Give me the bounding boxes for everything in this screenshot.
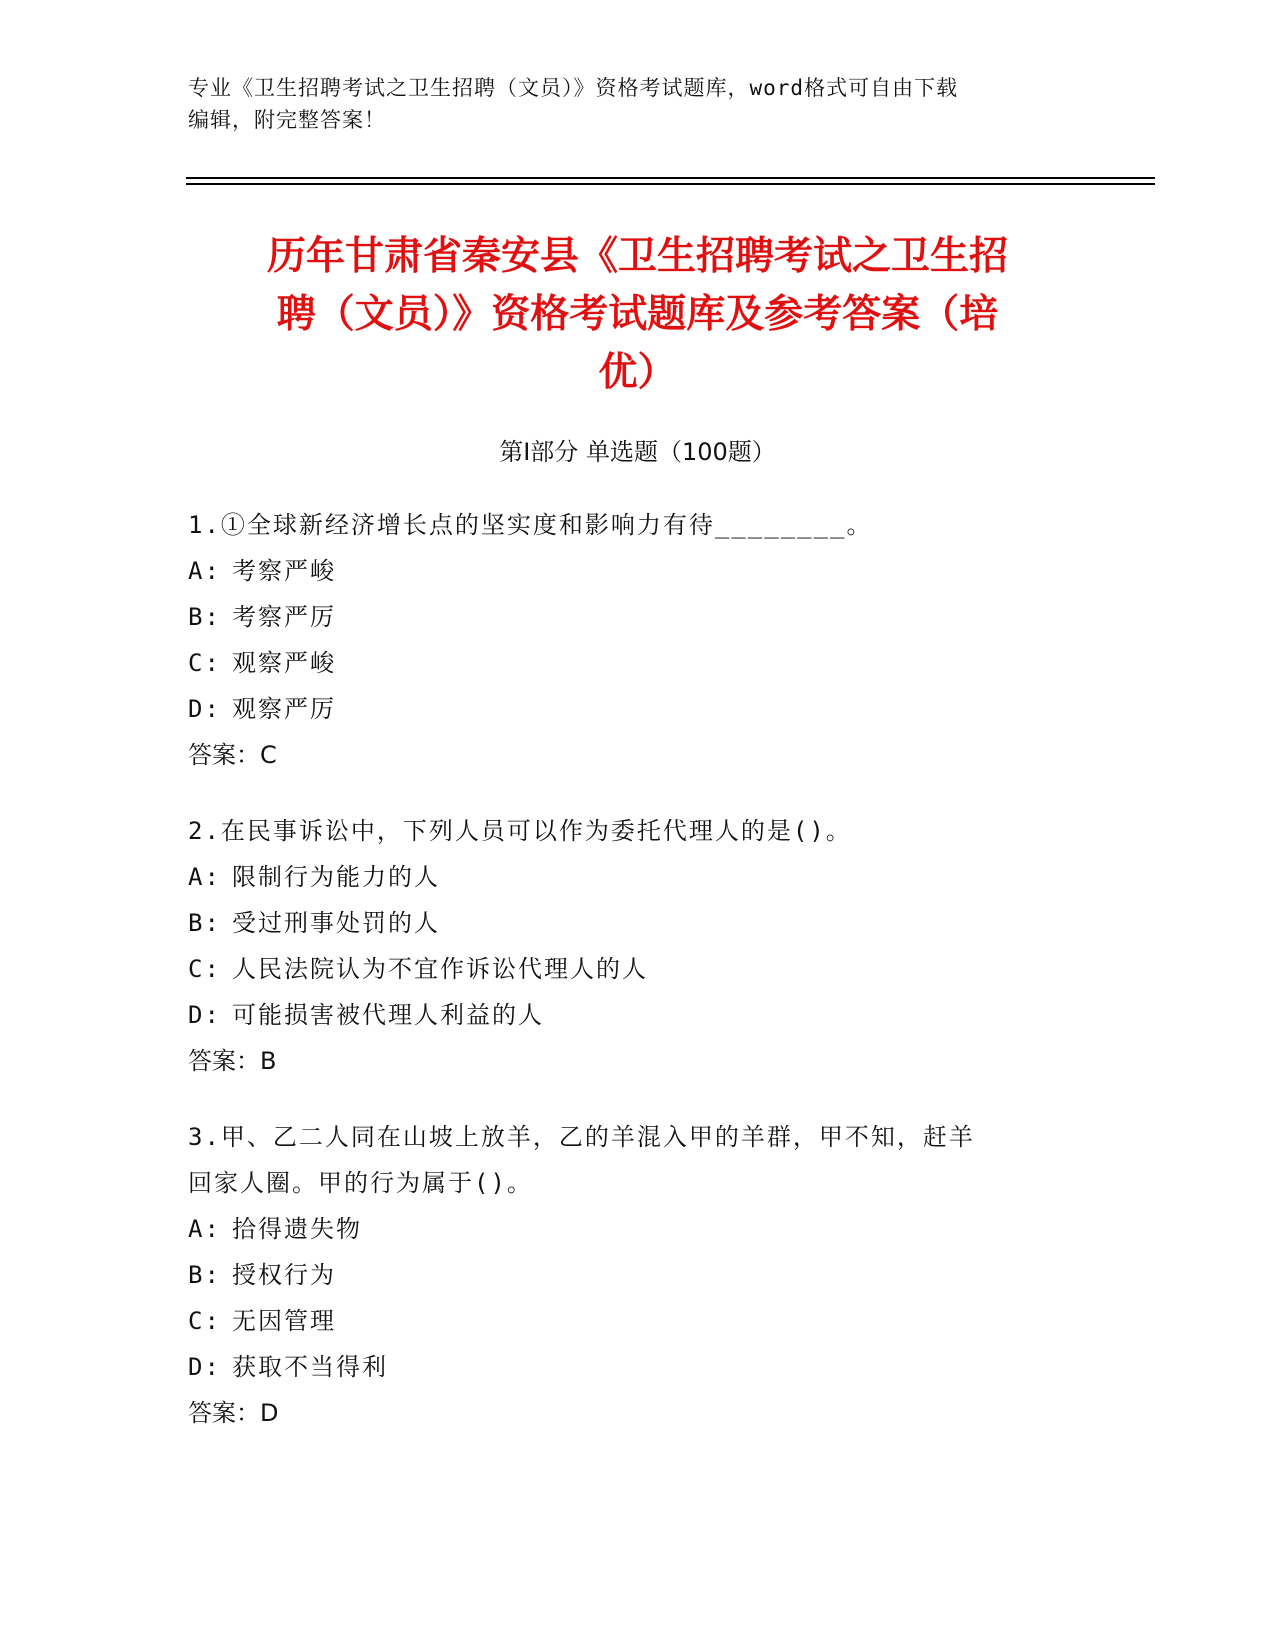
option-label: C: (188, 955, 221, 983)
option-c (188, 1298, 1088, 1344)
option-text: 无因管理 (232, 1307, 336, 1335)
option-text: 授权行为 (232, 1261, 336, 1289)
answer: 答案：D (188, 1399, 279, 1427)
header-divider-bottom (186, 183, 1155, 185)
option-text: 限制行为能力的人 (232, 863, 440, 891)
question-1 (188, 502, 1088, 778)
option-text: 获取不当得利 (232, 1353, 388, 1381)
option-label: D: (188, 1353, 221, 1381)
option-d (188, 1344, 1088, 1390)
option-label: A: (188, 557, 221, 585)
option-c (188, 946, 1088, 992)
header-note-line-1: 专业《卫生招聘考试之卫生招聘（文员）》资格考试题库，word格式可自由下载 (188, 76, 959, 100)
option-label: A: (188, 1215, 221, 1243)
answer: 答案：B (188, 1047, 277, 1075)
option-b (188, 1252, 1088, 1298)
option-text: 拾得遗失物 (232, 1215, 362, 1243)
option-text: 观察严峻 (232, 649, 336, 677)
question-stem-line-2: 回家人圈。甲的行为属于()。 (188, 1169, 533, 1197)
option-d (188, 992, 1088, 1038)
option-label: D: (188, 1001, 221, 1029)
option-text: 考察严峻 (232, 557, 336, 585)
option-b (188, 900, 1088, 946)
question-stem: 2.在民事诉讼中，下列人员可以作为委托代理人的是()。 (188, 817, 852, 845)
option-text: 考察严厉 (232, 603, 336, 631)
title-line-2: 聘（文员）》资格考试题库及参考答案（培 (276, 292, 999, 337)
header-note-line-2: 编辑，附完整答案！ (188, 108, 386, 132)
option-label: A: (188, 863, 221, 891)
option-label: B: (188, 603, 221, 631)
option-b (188, 594, 1088, 640)
header-note (188, 72, 1068, 136)
option-label: B: (188, 909, 221, 937)
header-divider-top (186, 177, 1155, 179)
question-3 (188, 1114, 1088, 1436)
option-label: B: (188, 1261, 221, 1289)
title-line-1: 历年甘肃省秦安县《卫生招聘考试之卫生招 (266, 234, 1008, 279)
question-2 (188, 808, 1088, 1084)
option-text: 可能损害被代理人利益的人 (232, 1001, 544, 1029)
option-c (188, 640, 1088, 686)
option-text: 人民法院认为不宜作诉讼代理人的人 (232, 955, 648, 983)
option-a (188, 1206, 1088, 1252)
title-line-3: 优） (598, 350, 677, 395)
answer: 答案：C (188, 741, 277, 769)
option-label: D: (188, 695, 221, 723)
section-heading: 第Ⅰ部分 单选题（100题） (499, 438, 776, 466)
option-text: 观察严厉 (232, 695, 336, 723)
document-title (150, 228, 1125, 402)
option-label: C: (188, 649, 221, 677)
option-text: 受过刑事处罚的人 (232, 909, 440, 937)
question-stem-line-1: 3.甲、乙二人同在山坡上放羊，乙的羊混入甲的羊群，甲不知，赶羊 (188, 1123, 975, 1151)
option-label: C: (188, 1307, 221, 1335)
option-d (188, 686, 1088, 732)
option-a (188, 854, 1088, 900)
question-stem: 1.①全球新经济增长点的坚实度和影响力有待________。 (188, 511, 873, 539)
option-a (188, 548, 1088, 594)
